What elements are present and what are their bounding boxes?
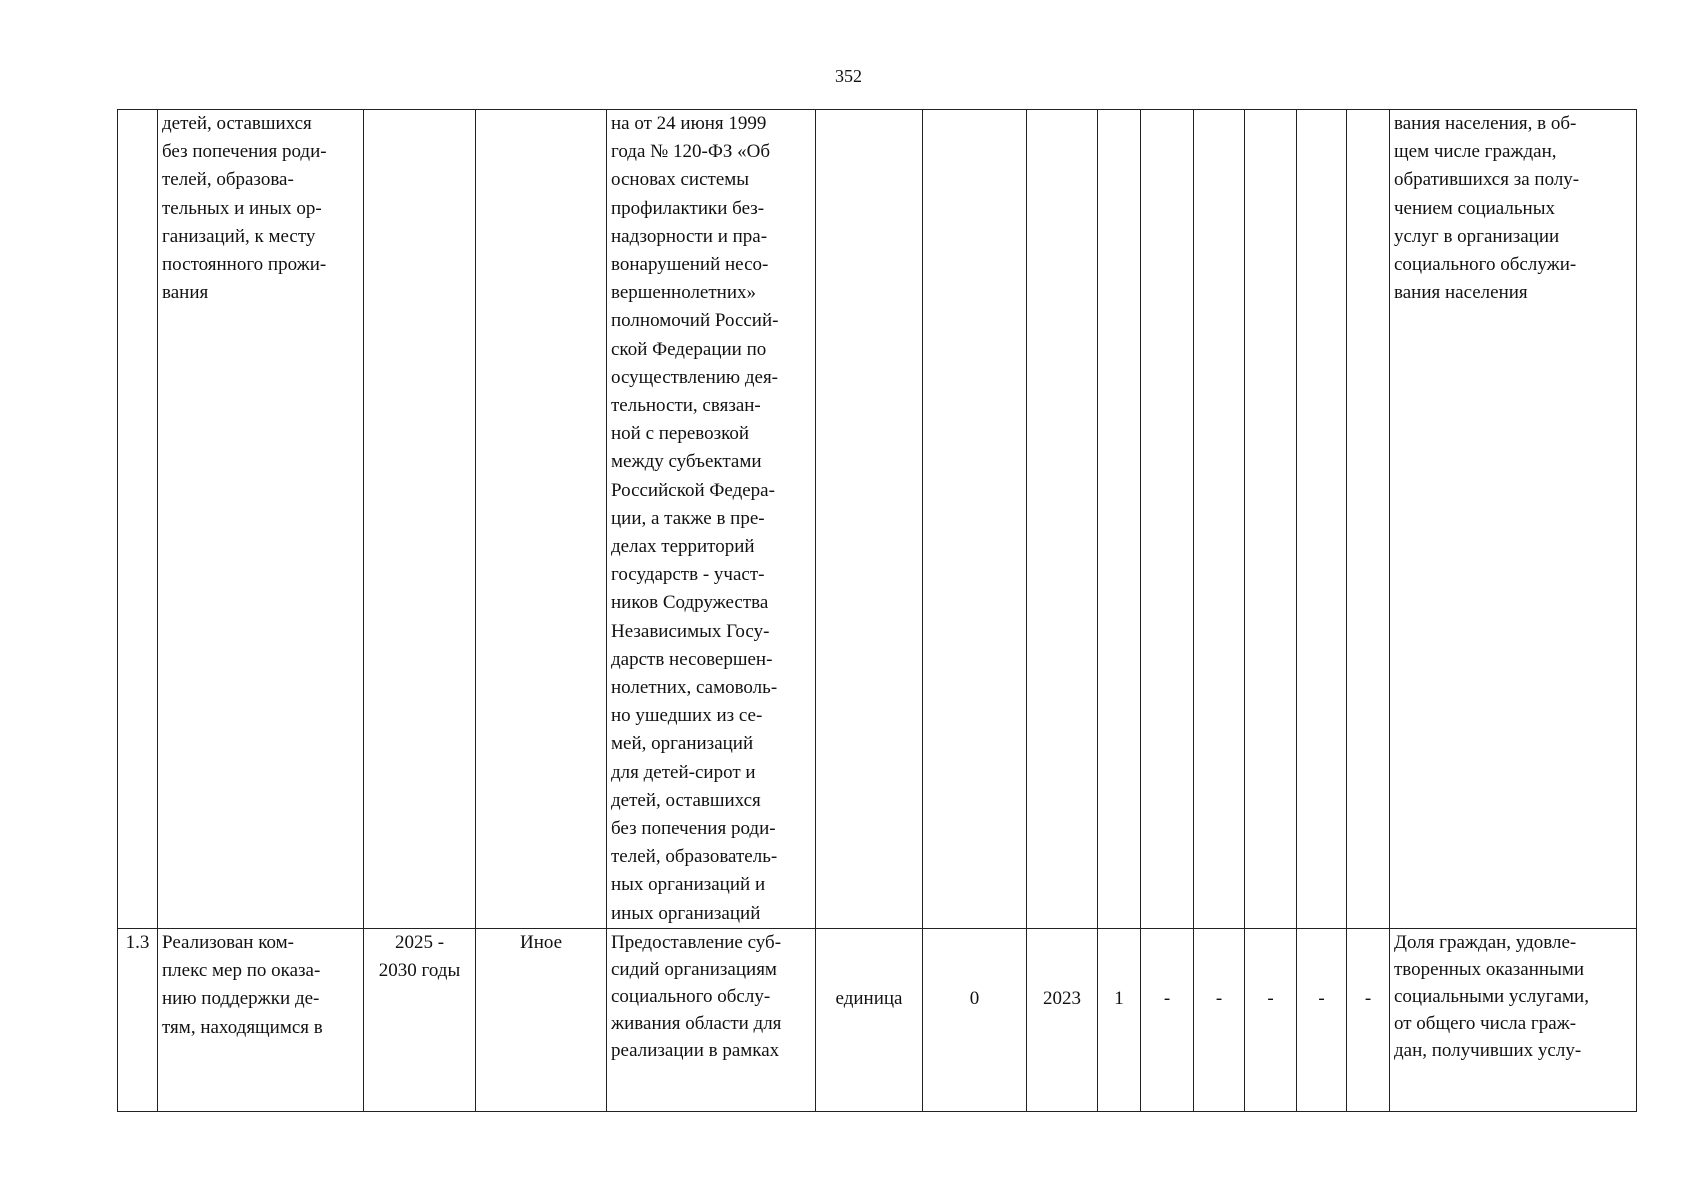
year-value-5: - xyxy=(1297,928,1347,1111)
measure-description: Предоставление суб- сидий организациям социального обслу- живания области для реализации в рамках xyxy=(607,928,816,1111)
year-value-6 xyxy=(1347,110,1390,929)
page-number: 352 xyxy=(835,66,862,86)
measure-type: Иное xyxy=(476,928,607,1111)
row-number xyxy=(118,110,158,929)
base-value xyxy=(923,110,1027,929)
period xyxy=(364,110,476,929)
year-value-3 xyxy=(1194,110,1245,929)
measure-description: на от 24 июня 1999 года № 120-ФЗ «Об основах системы профилактики без- надзорности и пра- вонарушений несо- вершеннолетних» полномочий Россий- ской Федерации по осуществлению дея- тельности, связан- ной с перевозкой между субъектами Российской Федера- ции, а также в пре- делах территорий государств - участ- ников Содружества Независимых Госу- дарств несовершен- нолетних, самоволь- но ушедших из се- мей, организаций для детей-сирот и детей, оставшихся без попечения роди- телей, образователь- ных организаций и иных организаций xyxy=(607,110,816,929)
measure-name: детей, оставшихся без попечения роди- телей, образова- тельных и иных ор- ганизаций, к месту постоянного прожи- вания xyxy=(158,110,364,929)
measure-type xyxy=(476,110,607,929)
indicator: вания населения, в об- щем числе граждан, обратившихся за полу- чением социальных услуг в организации социального обслужи- вания населения xyxy=(1390,110,1637,929)
program-table xyxy=(117,109,1637,1112)
year-value-5 xyxy=(1297,110,1347,929)
unit: единица xyxy=(816,928,923,1111)
base-year: 2023 xyxy=(1027,928,1098,1111)
year-value-3: - xyxy=(1194,928,1245,1111)
table-row xyxy=(118,110,1637,929)
indicator: Доля граждан, удовле- творенных оказанными социальными услугами, от общего числа граж- дан, получивших услу- xyxy=(1390,928,1637,1111)
year-value-1 xyxy=(1098,110,1141,929)
year-value-6: - xyxy=(1347,928,1390,1111)
year-value-1: 1 xyxy=(1098,928,1141,1111)
base-year xyxy=(1027,110,1098,929)
row-number: 1.3 xyxy=(118,928,158,1111)
year-value-4: - xyxy=(1245,928,1297,1111)
period: 2025 - 2030 годы xyxy=(364,928,476,1111)
measure-name: Реализован ком- плекс мер по оказа- нию поддержки де- тям, находящимся в xyxy=(158,928,364,1111)
year-value-4 xyxy=(1245,110,1297,929)
unit xyxy=(816,110,923,929)
table-row xyxy=(118,928,1637,1111)
year-value-2: - xyxy=(1141,928,1194,1111)
base-value: 0 xyxy=(923,928,1027,1111)
year-value-2 xyxy=(1141,110,1194,929)
